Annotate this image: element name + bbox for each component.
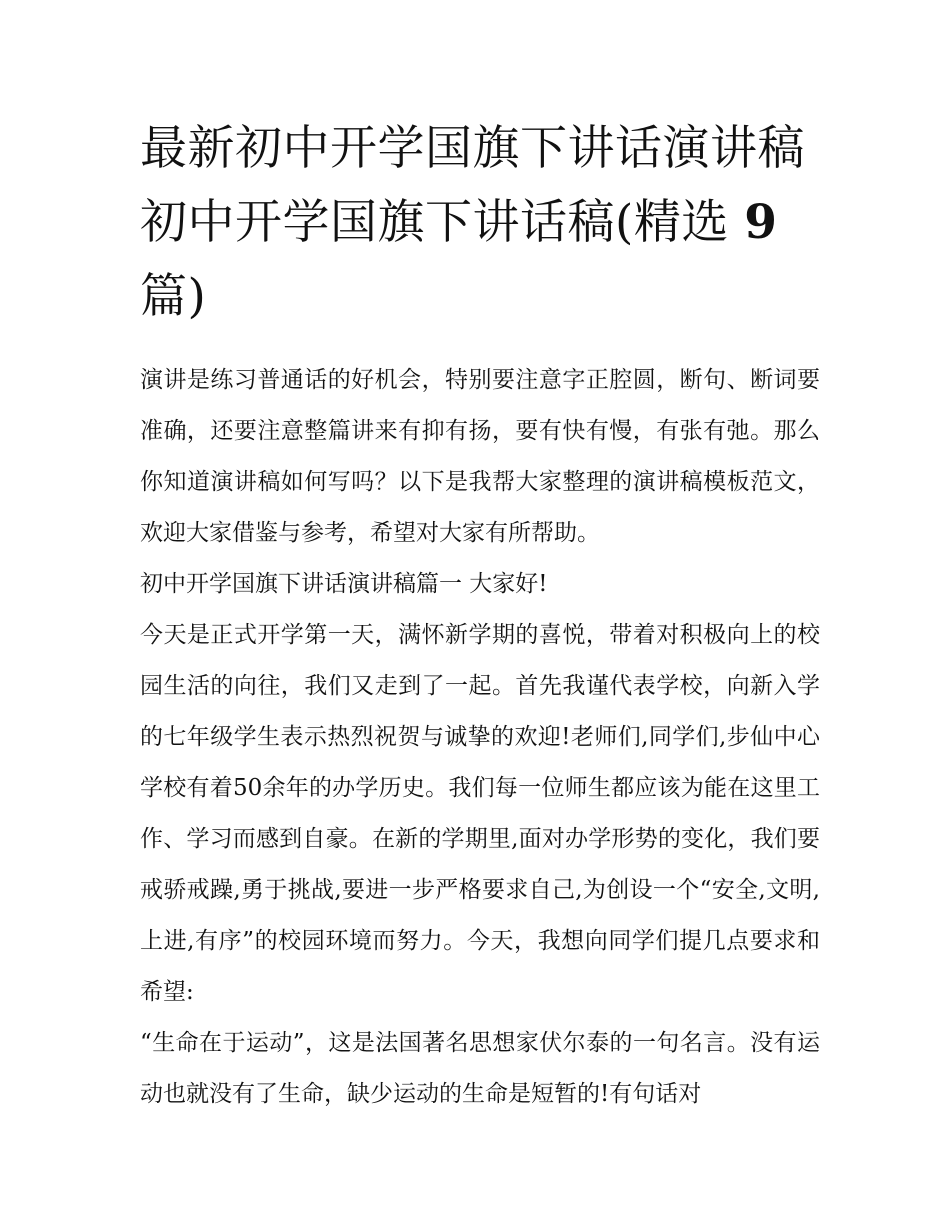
title-suffix: 篇) [140, 269, 207, 324]
intro-paragraph: 演讲是练习普通话的好机会，特别要注意字正腔圆，断句、断词要准确，还要注意整篇讲来有抑有扬，要有快有慢，有张有弛。那么你知道演讲稿如何写吗？以下是我帮大家整理的演讲稿模板范文，欢迎大家借鉴与参考，希望对大家有所帮助。 [140, 367, 820, 546]
title-number: 9 [744, 195, 778, 250]
document-content [140, 112, 820, 1120]
speech-paragraph: 今天是正式开学第一天，满怀新学期的喜悦，带着对积极向上的校园生活的向往，我们又走到了一起。首先我谨代表学校，向新入学的七年级学生表示热烈祝贺与诚挚的欢迎!老师们,同学们,步仙中心学校有着50余年的办学历史。我们每一位师生都应该为能在这里工作、学习而感到自豪。在新的学期里,面对办学形势的变化，我们要戒骄戒躁,勇于挑战,要进一步严格要求自己,为创设一个“安全,文明,上进,有序”的校园环境而努力。今天，我想向同学们提几点要求和希望: [140, 622, 820, 1005]
document-title [140, 112, 820, 334]
document-body [140, 355, 820, 1120]
section-heading-paragraph: 初中开学国旗下讲话演讲稿篇一 大家好! [140, 571, 548, 597]
title-text: 最新初中开学国旗下讲话演讲稿 初中开学国旗下讲话稿(精选 [140, 121, 805, 250]
quote-paragraph: “生命在于运动”，这是法国著名思想家伏尔泰的一句名言。没有运动也就没有了生命，缺少运动的生命是短暂的!有句话对 [140, 1030, 820, 1107]
